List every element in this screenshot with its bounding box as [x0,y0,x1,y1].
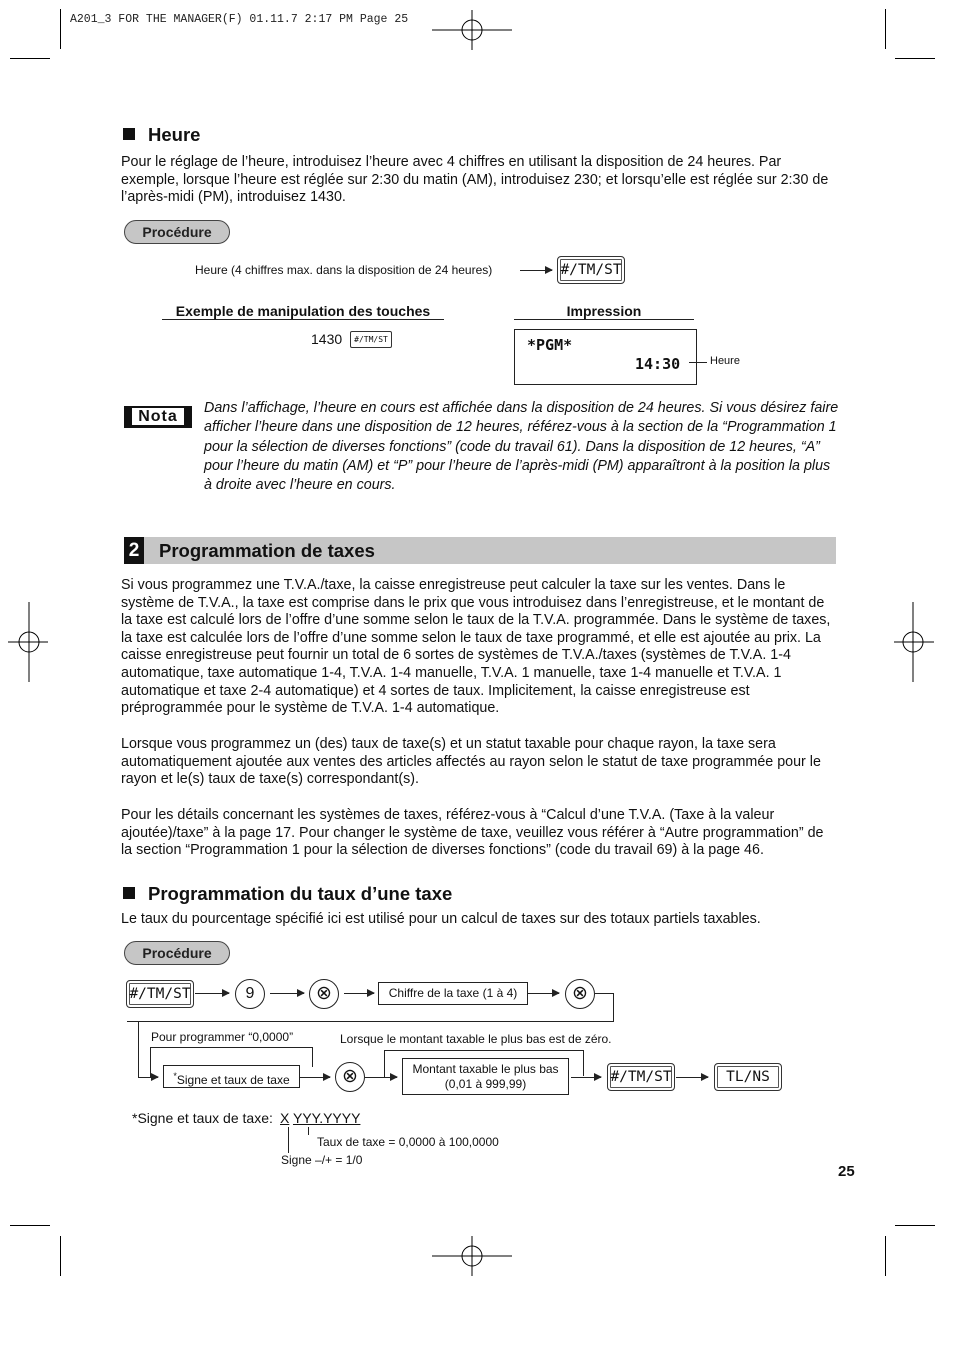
flow-arrow [365,1077,397,1078]
taux-intro: Le taux du pourcentage spécifié ici est utilisé pour un calcul de taxes sur des totaux partiels taxables. [121,911,761,927]
registration-target [894,602,934,682]
crop-mark [10,1225,50,1226]
receipt-time: 14:30 [635,355,681,373]
tm-st-key[interactable]: #/TM/ST [126,980,194,1008]
flow-line [384,1050,385,1077]
procedure-badge: Procédure [124,941,230,965]
flow-arrow [676,1077,708,1078]
crop-mark [885,1236,886,1276]
flow-arrow [300,1077,330,1078]
key-9[interactable]: 9 [235,979,265,1009]
multiply-key[interactable]: ⊗ [565,979,595,1009]
nota-text: Dans l’affichage, l’heure en cours est affichée dans la disposition de 24 heures. Si vous désirez faire afficher l’heure dans une disposition de 12 heures, référez-vous à la section de la “Programmation 1 pour la sélection de diverses fonctions” (code du travail 61). Dans la disposition de 12 heures, “A” pour l’heure du matin (AM) et “P” pour l’heure de l’après-midi (PM) apparaîtront à la position la plus à droite avec l’heure en cours. [204,400,839,494]
flow-line [613,993,614,1021]
footnote-sign: Signe –/+ = 1/0 [281,1153,363,1167]
taxes-para-1: Si vous programmez une T.V.A./taxe, la caisse enregistreuse peut calculer la taxe sur les ventes. Dans le système de T.V.A., la taxe est comprise dans le prix que vous introduisez dans l’enregistreuse, et le montant de la taxe est calculé lors de l’offre d’une somme selon le taux de la T.V.A. programmée. Dans le système de taxes, la taxe est calculée lors de l’offre d’une somme selon le taux de taxe programmé, et elle est ajoutée au prix. La caisse enregistreuse peut fournir un total de 6 sortes de systèmes de T.V.A./taxes (systèmes de T.V.A. 1-4 automatique, taxe automatique 1-4, T.V.A. 1-4 manuelle, T.V.A. 1 manuelle, taxe 1-4 manuelle et T.V.A. 1 automatique et taxe 2-4 automatique) et 4 sortes de taux. Implicitement, la caisse enregistreuse est préprogrammée pour le système de T.V.A. 1-4 automatique. [121,577,831,717]
label-zero: Pour programmer “0,0000” [151,1030,294,1044]
section-number: 2 [124,537,144,564]
section-bullet-icon [123,887,135,899]
flow-arrow [344,993,374,994]
registration-target [432,10,512,50]
receipt-print [514,329,697,385]
running-head: A201_3 FOR THE MANAGER(F) 01.11.7 2:17 PM Page 25 [70,13,409,26]
tm-st-key[interactable]: #/TM/ST [607,1063,675,1091]
taux-title: Programmation du taux d’une taxe [148,883,453,904]
lowest-amount-range: (0,01 à 999,99) [444,1077,527,1091]
callout-line [689,362,707,363]
flow-line [384,1050,583,1051]
crop-mark [885,9,886,49]
flow-line [595,993,613,994]
crop-mark [895,1225,935,1226]
flow-line [583,1050,584,1076]
flow-arrow [571,1077,601,1078]
heure-title: Heure [148,124,201,145]
crop-mark [895,58,935,59]
tm-st-key[interactable]: #/TM/ST [557,256,625,284]
flow-line [150,1047,151,1077]
divider [514,319,694,320]
crop-mark [60,9,61,49]
taxes-para-3: Pour les détails concernant les systèmes de taxes, référez-vous à “Calcul d’une T.V.A. (Taxe à la valeur ajoutée)/taxe” à la page 17. Pour changer le système de taxe, veuillez vous référer à “Autre programmation” de la section “Programmation 1 pour la sélection de diverses fonctions” (code du travail 69) à la page 46. [121,807,824,859]
taxes-title: Programmation de taxes [159,540,375,561]
example-value: 1430 [311,331,343,347]
flow-line [150,1047,312,1048]
flow-arrow [195,993,229,994]
sign-rate-box: *Signe et taux de taxe [163,1065,300,1088]
tm-st-key-small[interactable]: #/TM/ST [350,331,392,348]
heure-intro: Pour le réglage de l’heure, introduisez l’heure avec 4 chiffres en utilisant la disposition de 24 heures. Par exemple, lorsque l’heure est réglée sur 2:30 du matin (AM), introduisez 230; et lorsqu’elle est réglée sur 2:30 de l’après-midi (PM), introduisez 1430. [121,154,829,206]
registration-target [8,602,48,682]
footnote-rate: Taux de taxe = 0,0000 à 100,0000 [317,1135,499,1149]
flow-line [138,1021,139,1077]
tl-ns-key[interactable]: TL/NS [714,1063,782,1091]
section-bullet-icon [123,128,135,140]
flow-line [127,1021,614,1022]
flow-arrow [528,993,559,994]
crop-mark [60,1236,61,1276]
lowest-amount-box [402,1058,569,1095]
bracket-line [288,1127,289,1153]
footnote-label: *Signe et taux de taxe: [132,1110,273,1126]
heure-step-label: Heure (4 chiffres max. dans la disposition de 24 heures) [195,263,493,277]
flow-line [312,1047,313,1067]
footnote-format: X YYY.YYYY [280,1110,361,1126]
print-header: Impression [566,303,642,319]
flow-arrow [138,1077,158,1078]
registration-target [432,1236,512,1276]
receipt-pgm: *PGM* [527,336,573,354]
taxes-para-2: Lorsque vous programmez un (des) taux de taxe(s) et un statut taxable pour chaque rayon, la taxe sera automatiquement ajoutée aux ventes des articles affectés au rayon selon le statut de taxe programmée pour le rayon et le(s) taux de taxe(s) correspondant(s). [121,736,821,788]
procedure-badge: Procédure [124,220,230,244]
example-header: Exemple de manipulation des touches [175,303,431,319]
multiply-key[interactable]: ⊗ [335,1062,365,1092]
crop-mark [10,58,50,59]
divider [162,319,444,320]
label-lowest-zero: Lorsque le montant taxable le plus bas est de zéro. [340,1032,612,1046]
flow-arrow [270,993,304,994]
page-number: 25 [838,1163,855,1180]
flow-arrow [520,270,552,271]
lowest-amount-label: Montant taxable le plus bas [412,1062,559,1076]
receipt-callout: Heure [710,355,740,367]
bracket-line [308,1127,309,1135]
multiply-key[interactable]: ⊗ [309,979,339,1009]
tax-digit-box: Chiffre de la taxe (1 à 4) [378,982,528,1005]
nota-badge: Nota [124,406,192,428]
